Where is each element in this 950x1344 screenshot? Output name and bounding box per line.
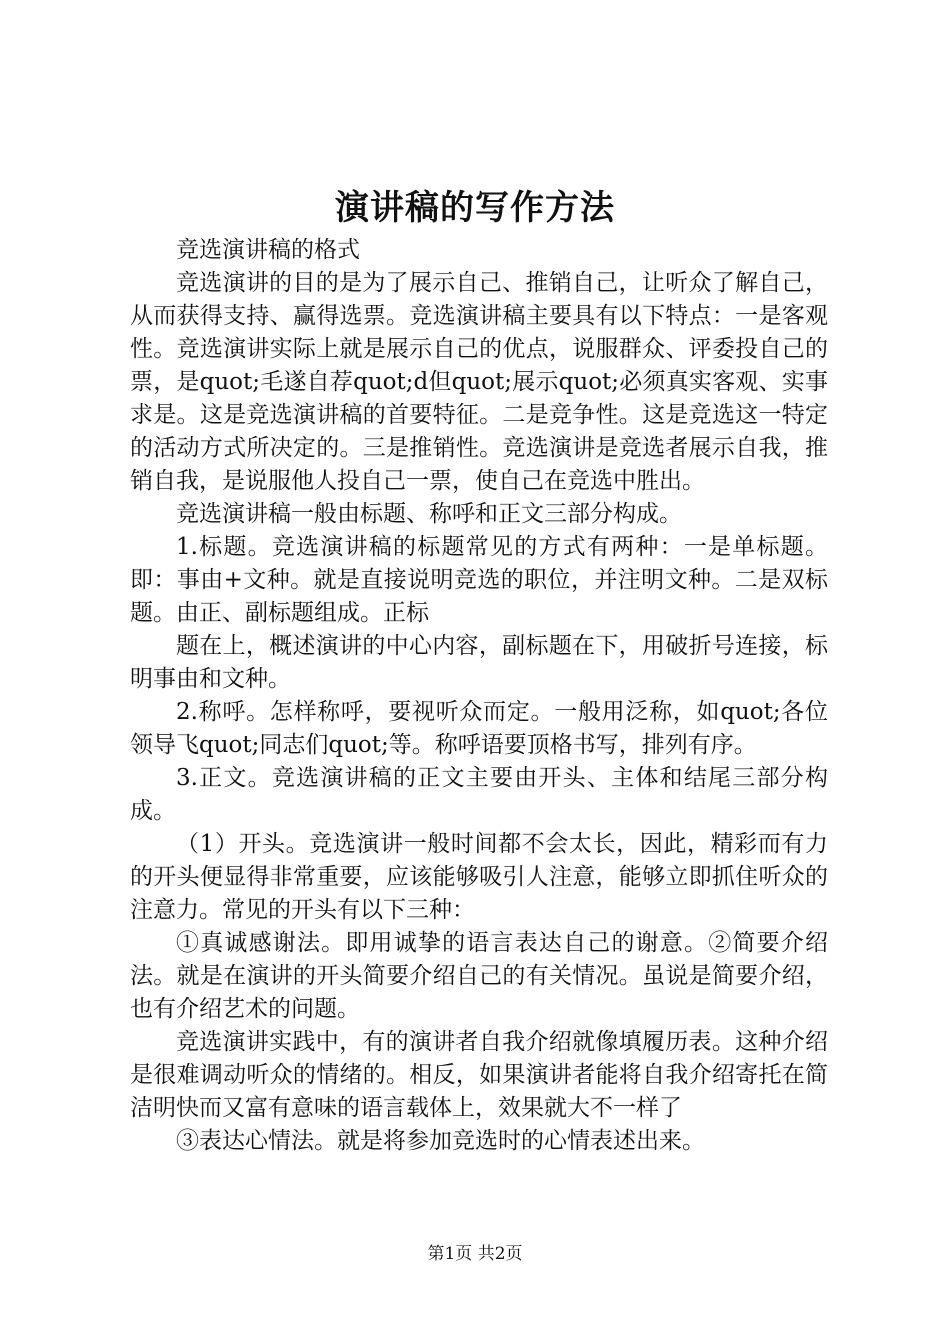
paragraph-main-text: 3.正文。竞选演讲稿的正文主要由开头、主体和结尾三部分构成。 [130, 765, 828, 824]
paragraph-self-introduction: 竞选演讲实践中，有的演讲者自我介绍就像填履历表。这种介绍是很难调动听众的情绪的。相反，如果演讲者能将自我介绍寄托在简洁明快而又富有意味的语言载体上，效果就大不一样了 [130, 1029, 828, 1121]
document-body [130, 234, 828, 1158]
paragraph-title-section: 1.标题。竞选演讲稿的标题常见的方式有两种：一是单标题。即：事由+文种。就是直接说明竞选的职位，并注明文种。二是双标题。由正、副标题组成。正标 [130, 534, 828, 626]
paragraph-opening-methods: ①真诚感谢法。即用诚挚的语言表达自己的谢意。②简要介绍法。就是在演讲的开头简要介绍自己的有关情况。虽说是简要介绍，也有介绍艺术的问题。 [130, 930, 828, 1022]
page-number: 第1页 共2页 [427, 1244, 523, 1264]
paragraph-format-heading: 竞选演讲稿的格式 [176, 237, 360, 263]
paragraph-express-feelings: ③表达心情法。就是将参加竞选时的心情表述出来。 [176, 1128, 705, 1154]
paragraph-title-continued: 题在上，概述演讲的中心内容，副标题在下，用破折号连接，标明事由和文种。 [130, 633, 828, 692]
paragraph-salutation: 2.称呼。怎样称呼，要视听众而定。一般用泛称，如quot;各位领导飞quot;同志们quot;等。称呼语要顶格书写，排列有序。 [130, 699, 828, 758]
paragraph-purpose: 竞选演讲的目的是为了展示自己、推销自己，让听众了解自己，从而获得支持、赢得选票。竞选演讲稿主要具有以下特点：一是客观性。竞选演讲实际上就是展示自己的优点，说服群众、评委投自己的票，是quot;毛遂自荐quot;d但quot;展示quot;必须真实客观、实事求是。这是竞选演讲稿的首要特征。二是竞争性。这是竞选这一特定的活动方式所决定的。三是推销性。竞选演讲是竞选者展示自我，推销自我，是说服他人投自己一票，使自己在竞选中胜出。 [130, 270, 828, 494]
paragraph-opening: （1）开头。竞选演讲一般时间都不会太长，因此，精彩而有力的开头便显得非常重要，应该能够吸引人注意，能够立即抓住听众的注意力。常见的开头有以下三种： [130, 831, 828, 923]
page-title: 演讲稿的写作方法 [335, 188, 615, 228]
paragraph-structure: 竞选演讲稿一般由标题、称呼和正文三部分构成。 [176, 501, 682, 527]
